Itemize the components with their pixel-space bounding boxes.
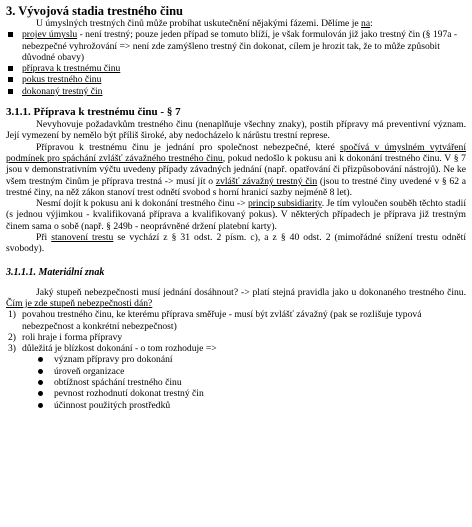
paragraph-4 [6, 232, 466, 255]
factor-item [54, 400, 466, 411]
factor-item [54, 354, 466, 365]
factor-text: obtížnost spáchání trestného činu [54, 377, 182, 389]
p2-underlined-term: zvlášť závažný trestný čin [215, 175, 318, 187]
item-number: 3) [8, 343, 16, 355]
stage-description: - není trestný; pouze jeden případ se tomuto blíží, je však formulován již jako trestný čin (§ 197a - nebezpečné vyhrožování => není zde zamýšleno trestný čin dokonat, cílem je hrozit tak, že to může způsobit důvodné obavy) [22, 29, 458, 63]
p2-underlined-definition: spočívá v úmyslném vytváření podmínek pro spáchání zvlášť závažného trestného činu [6, 141, 466, 164]
stage-term: dokonaný trestný čin [22, 85, 103, 97]
factors-list [6, 354, 466, 410]
subsection-heading: 3.1.1. Příprava k trestnému činu - § 7 [6, 106, 181, 119]
numbered-item [8, 331, 466, 343]
round-bullet-icon [38, 391, 43, 396]
p3-underlined-term: princip subsidiarity [247, 198, 322, 210]
factor-text: účinnost použitých prostředků [54, 399, 171, 411]
square-bullet-icon [8, 77, 13, 82]
square-bullet-icon [8, 32, 13, 37]
subsubsection-heading: 3.1.1.1. Materiální znak [6, 266, 105, 278]
item-number: 2) [8, 331, 16, 343]
item-text: povahou trestného činu, ke kterému příprava směřuje - musí být zvlášť závažný (pak se rozlišuje typová nebezpečnost a konkrétní nebezpečnost) [22, 309, 422, 332]
paragraph-1: Nevyhovuje požadavkům trestného činu (nenaplňuje všechny znaky), postih přípravy má preventivní význam. Její vymezení by nemělo být příliš široké, aby nedocházelo k nárůstu trestní represe. [6, 119, 466, 142]
factor-text: význam přípravy pro dokonání [54, 354, 173, 366]
square-bullet-icon [8, 89, 13, 94]
p3-text-b: . Je tím vyloučen souběh těchto stadií (s jednou výjimkou - kvalifikovaná příprava a kvalifikovaný pokus). V některých případech je příprava již trestným činem sama o sobě (např. § 249b - neoprávněné držení platební karty). [6, 198, 466, 232]
item-number: 1) [8, 309, 16, 321]
numbered-list [6, 309, 466, 354]
round-bullet-icon [38, 403, 43, 408]
p2-text-c: (jsou to trestné činy uvedené v § 62 a trestné činy, na něž zákon stanoví trest odnětí svobod s horní hranicí sazby nejméně 8 let). [6, 175, 467, 198]
p2-text-a: Přípravou k trestnému činu je jednání pro společnost nebezpečné, které [36, 141, 340, 153]
numbered-item [8, 343, 466, 355]
section-heading: 3. Vývojová stadia trestného činu [6, 4, 183, 18]
p2-text-b: , pokud nedošlo k pokusu ani k dokonání trestného činu. V § 7 jsou v demonstrativním výčtu uvedeny případy závadných jednání (např. opatřování či přizpůsobování nástrojů). Ne ke všem trestným činům je příprava trestná -> musí jít o [6, 152, 466, 187]
square-bullet-icon [8, 66, 13, 71]
stage-term: příprava k trestnému činu [22, 63, 121, 75]
p4-text-a: Při [36, 232, 52, 244]
p4-underlined-term: stanovení trestu [51, 232, 114, 244]
intro-text: U úmyslných trestných činů může probíhat uskutečnění nějakými fázemi. Dělíme je [36, 18, 362, 29]
question-paragraph [6, 287, 466, 310]
factor-text: pevnost rozhodnutí dokonat trestný čin [54, 388, 204, 400]
factor-item [54, 366, 466, 377]
stage-term: projev úmyslu [22, 29, 78, 41]
item-text: roli hraje i forma přípravy [22, 331, 123, 343]
question-text: Jaký stupeň nebezpečnosti musí jednání dosáhnout? -> platí stejná pravidla jako u dokonaného trestného činu. [36, 286, 466, 298]
stage-item [22, 63, 466, 74]
round-bullet-icon [38, 369, 43, 374]
p4-text-b: se vychází z § 31 odst. 2 písm. c), a z § 40 odst. 2 (mimořádné snížení trestu odnětí svobody). [6, 232, 466, 255]
stage-item [22, 29, 466, 63]
round-bullet-icon [38, 380, 43, 385]
question-underlined: Čím je zde stupeň nebezpečnosti dán? [6, 297, 153, 309]
section-intro [6, 18, 466, 29]
item-text: důležitá je blízkost dokonání - o tom rozhoduje => [22, 343, 217, 355]
intro-colon: : [370, 18, 373, 29]
paragraph-3 [6, 198, 466, 232]
p3-text-a: Nesmí dojít k pokusu ani k dokonání trestného činu -> [36, 198, 248, 210]
stage-term: pokus trestného činu [22, 74, 102, 86]
factor-item [54, 377, 466, 388]
stage-item [22, 86, 466, 97]
factor-text: úroveň organizace [54, 365, 125, 377]
round-bullet-icon [38, 357, 43, 362]
intro-underlined-word: na [361, 18, 371, 29]
stages-list [6, 29, 466, 97]
factor-item [54, 388, 466, 399]
numbered-item [8, 309, 466, 332]
stage-item [22, 74, 466, 85]
paragraph-2 [6, 142, 466, 198]
